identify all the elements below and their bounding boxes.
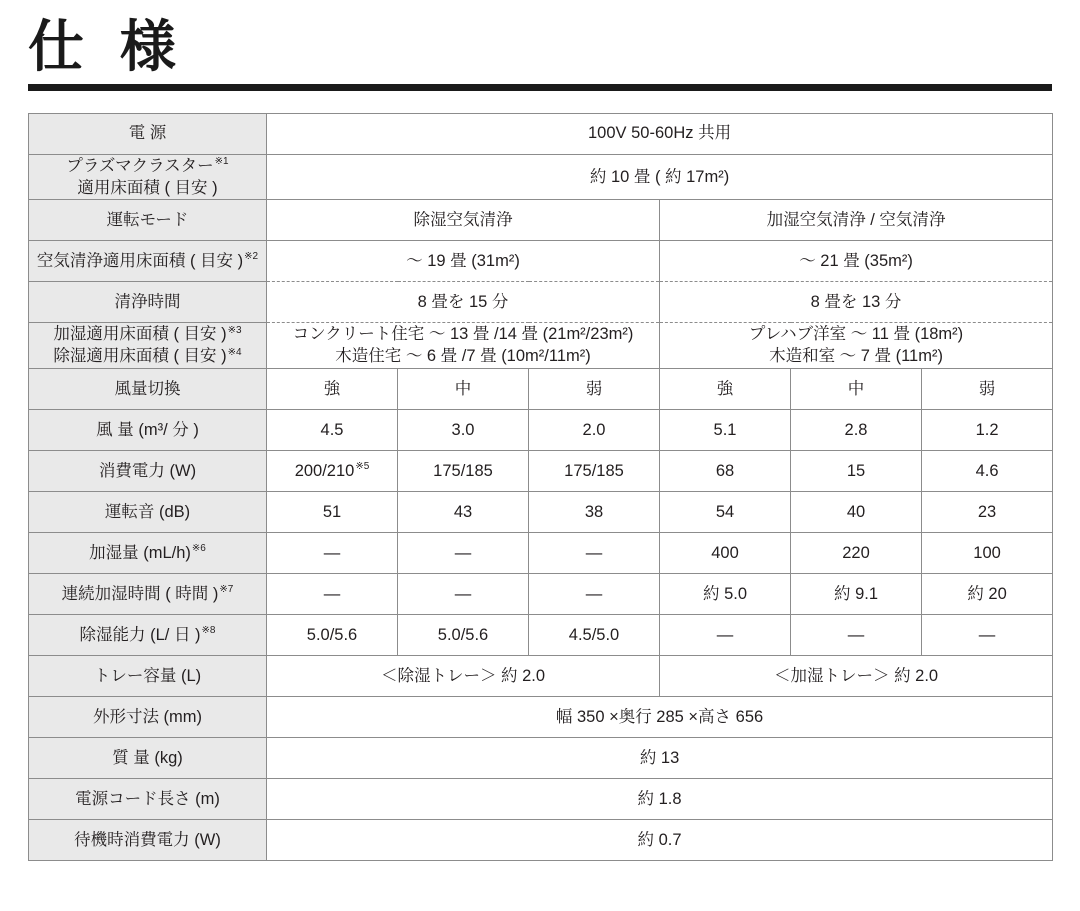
- cell-line: 約 0.7: [637, 830, 682, 849]
- cell-line: 約 20: [967, 584, 1007, 603]
- row-label-standby-power: [29, 819, 267, 860]
- row-label-text: 消費電力 (W): [98, 461, 197, 480]
- row-label-text: 電 源: [128, 124, 167, 143]
- cell-operating-sound-0: [267, 491, 398, 532]
- cell-line: 約 9.1: [833, 584, 879, 603]
- cell-cord-length-0: [267, 778, 1053, 819]
- cell-line: 8 畳を 15 分: [417, 292, 509, 311]
- row-label-cord-length: [29, 778, 267, 819]
- cell-power-source-0: [267, 113, 1053, 154]
- cell-line: —: [585, 584, 603, 603]
- row-label-weight: [29, 737, 267, 778]
- table-row: [29, 655, 1053, 696]
- cell-humidify-dehumidify-floor-area-0: [267, 323, 660, 369]
- cell-line: 68: [715, 461, 735, 480]
- table-row: [29, 696, 1053, 737]
- cell-power-consumption-2: [529, 450, 660, 491]
- cell-humidify-dehumidify-floor-area-1: [660, 323, 1053, 369]
- cell-line: 約 1.8: [637, 789, 682, 808]
- cell-line: 4.5/5.0: [568, 625, 620, 644]
- cell-line: 400: [711, 543, 739, 562]
- cell-airflow-switch-3: [660, 368, 791, 409]
- cell-airflow-switch-1: [398, 368, 529, 409]
- cell-dehumidification-capacity-2: [529, 614, 660, 655]
- table-row: [29, 323, 1053, 369]
- cell-line: —: [978, 625, 996, 644]
- table-row: [29, 573, 1053, 614]
- cell-line: 175/185: [564, 461, 624, 480]
- cell-continuous-humidification-time-0: [267, 573, 398, 614]
- table-row: [29, 282, 1053, 323]
- cell-humidification-amount-3: [660, 532, 791, 573]
- row-label-cleaning-time: [29, 282, 267, 323]
- cell-line: 1.2: [975, 420, 999, 439]
- cell-humidification-amount-4: [791, 532, 922, 573]
- cell-line: 〜 21 畳 (35m²): [799, 251, 913, 270]
- cell-line: 220: [842, 543, 870, 562]
- cell-power-consumption-4: [791, 450, 922, 491]
- row-label-text: 風量切換: [114, 379, 181, 398]
- table-row: [29, 450, 1053, 491]
- cell-line: 弱: [585, 379, 603, 398]
- row-label-humidify-dehumidify-floor-area: [29, 323, 267, 369]
- footnote-mark: ※5: [355, 461, 370, 473]
- cell-airflow-switch-0: [267, 368, 398, 409]
- cell-tray-capacity-0: [267, 655, 660, 696]
- footnote-mark: ※8: [201, 625, 216, 637]
- cell-dehumidification-capacity-3: [660, 614, 791, 655]
- cell-line: 200/210$^{※5}$: [294, 461, 370, 480]
- cell-operation-mode-1: [660, 200, 1053, 241]
- cell-continuous-humidification-time-5: [922, 573, 1053, 614]
- table-row: [29, 241, 1053, 282]
- row-label-text: 加湿適用床面積 ( 目安 )$^{※3}$: [53, 324, 242, 344]
- table-row: [29, 614, 1053, 655]
- cell-line: 175/185: [433, 461, 493, 480]
- row-label-operation-mode: [29, 200, 267, 241]
- row-label-text: 外形寸法 (mm): [92, 707, 203, 726]
- cell-line: 23: [977, 502, 997, 521]
- table-row: [29, 113, 1053, 154]
- cell-line: 4.5: [320, 420, 344, 439]
- cell-humidification-amount-0: [267, 532, 398, 573]
- cell-humidification-amount-2: [529, 532, 660, 573]
- row-label-continuous-humidification-time: [29, 573, 267, 614]
- cell-dehumidification-capacity-4: [791, 614, 922, 655]
- cell-air-volume-3: [660, 409, 791, 450]
- cell-line: 5.0/5.6: [306, 625, 358, 644]
- cell-dehumidification-capacity-5: [922, 614, 1053, 655]
- title-block: [28, 0, 1052, 91]
- cell-humidification-amount-1: [398, 532, 529, 573]
- cell-line: 5.1: [713, 420, 737, 439]
- row-label-airflow-switch: [29, 368, 267, 409]
- table-row: [29, 778, 1053, 819]
- cell-continuous-humidification-time-4: [791, 573, 922, 614]
- cell-continuous-humidification-time-1: [398, 573, 529, 614]
- cell-operating-sound-5: [922, 491, 1053, 532]
- cell-line: コンクリート住宅 〜 13 畳 /14 畳 (21m²/23m²): [292, 325, 634, 344]
- cell-line: 8 畳を 13 分: [810, 292, 902, 311]
- row-label-text: 運転音 (dB): [104, 502, 191, 521]
- cell-line: —: [323, 543, 341, 562]
- cell-line: プレハブ洋室 〜 11 畳 (18m²): [748, 325, 964, 344]
- cell-airflow-switch-4: [791, 368, 922, 409]
- cell-line: 中: [847, 379, 865, 398]
- cell-line: —: [323, 584, 341, 603]
- row-label-text: 連続加湿時間 ( 時間 )$^{※7}$: [61, 584, 234, 603]
- cell-line: 幅 350 ×奥行 285 ×高さ 656: [555, 707, 764, 726]
- table-row: [29, 154, 1053, 200]
- cell-line: 除湿空気清浄: [413, 210, 513, 229]
- cell-power-consumption-3: [660, 450, 791, 491]
- cell-dimensions-0: [267, 696, 1053, 737]
- cell-line: —: [716, 625, 734, 644]
- cell-air-purifying-floor-area-1: [660, 241, 1053, 282]
- cell-line: ＜除湿トレー＞ 約 2.0: [380, 666, 546, 685]
- cell-continuous-humidification-time-2: [529, 573, 660, 614]
- row-label-text: 空気清浄適用床面積 ( 目安 )$^{※2}$: [36, 251, 259, 270]
- row-label-text: 待機時消費電力 (W): [74, 830, 221, 849]
- footnote-mark: ※4: [227, 346, 242, 358]
- row-label-text: 清浄時間: [114, 292, 181, 311]
- cell-humidification-amount-5: [922, 532, 1053, 573]
- table-row: [29, 532, 1053, 573]
- cell-line: 2.8: [844, 420, 868, 439]
- table-row: [29, 737, 1053, 778]
- cell-line: —: [847, 625, 865, 644]
- footnote-mark: ※7: [219, 584, 234, 596]
- row-label-text: 風 量 (m³/ 分 ): [96, 420, 199, 439]
- row-label-power-source: [29, 113, 267, 154]
- cell-line: 40: [846, 502, 866, 521]
- row-label-tray-capacity: [29, 655, 267, 696]
- cell-operating-sound-4: [791, 491, 922, 532]
- table-row: [29, 819, 1053, 860]
- cell-line: 約 5.0: [702, 584, 748, 603]
- row-label-power-consumption: [29, 450, 267, 491]
- cell-line: 3.0: [451, 420, 475, 439]
- cell-line: 100: [973, 543, 1001, 562]
- cell-line: 100V 50-60Hz 共用: [588, 124, 732, 143]
- cell-air-volume-4: [791, 409, 922, 450]
- cell-cleaning-time-1: [660, 282, 1053, 323]
- cell-power-consumption-0: [267, 450, 398, 491]
- cell-line: 木造住宅 〜 6 畳 /7 畳 (10m²/11m²): [335, 347, 591, 366]
- cell-airflow-switch-5: [922, 368, 1053, 409]
- footnote-mark: ※3: [227, 324, 242, 336]
- cell-airflow-switch-2: [529, 368, 660, 409]
- footnote-mark: ※2: [244, 251, 259, 263]
- row-label-text: 電源コード長さ (m): [75, 789, 220, 808]
- cell-air-purifying-floor-area-0: [267, 241, 660, 282]
- row-label-text: 加湿量 $(mL/h)^{※6}$: [89, 543, 206, 562]
- row-label-plasmacluster-floor-area: [29, 154, 267, 200]
- cell-line: 43: [453, 502, 473, 521]
- cell-line: 51: [322, 502, 342, 521]
- table-row: [29, 368, 1053, 409]
- table-row: [29, 491, 1053, 532]
- cell-air-volume-0: [267, 409, 398, 450]
- table-row: [29, 409, 1053, 450]
- cell-air-volume-1: [398, 409, 529, 450]
- row-label-air-volume: [29, 409, 267, 450]
- cell-line: 強: [323, 379, 341, 398]
- cell-power-consumption-5: [922, 450, 1053, 491]
- cell-operating-sound-2: [529, 491, 660, 532]
- cell-line: 強: [716, 379, 734, 398]
- cell-dehumidification-capacity-1: [398, 614, 529, 655]
- row-label-text: 運転モード: [106, 210, 189, 229]
- page-title: 仕 様: [28, 15, 186, 78]
- cell-dehumidification-capacity-0: [267, 614, 398, 655]
- row-label-dimensions: [29, 696, 267, 737]
- cell-line: 木造和室 〜 7 畳 (11m²): [769, 347, 943, 366]
- cell-air-volume-5: [922, 409, 1053, 450]
- cell-line: 加湿空気清浄 / 空気清浄: [766, 210, 946, 229]
- cell-line: 2.0: [582, 420, 606, 439]
- cell-air-volume-2: [529, 409, 660, 450]
- cell-standby-power-0: [267, 819, 1053, 860]
- cell-line: 5.0/5.6: [437, 625, 489, 644]
- cell-weight-0: [267, 737, 1053, 778]
- cell-power-consumption-1: [398, 450, 529, 491]
- cell-line: 38: [584, 502, 604, 521]
- cell-line: —: [454, 543, 472, 562]
- row-label-text: プラズマクラスター$^{※1}$: [66, 156, 229, 175]
- row-label-humidification-amount: [29, 532, 267, 573]
- table-row: [29, 200, 1053, 241]
- cell-line: 〜 19 畳 (31m²): [406, 251, 520, 270]
- cell-line: 約 13: [639, 748, 680, 767]
- row-label-operating-sound: [29, 491, 267, 532]
- cell-line: 4.6: [975, 461, 999, 480]
- row-label-text: 除湿能力 (L/ 日 )$^{※8}$: [79, 625, 216, 644]
- cell-line: ＜加湿トレー＞ 約 2.0: [773, 666, 939, 685]
- cell-line: 弱: [978, 379, 996, 398]
- footnote-mark: ※6: [191, 543, 206, 555]
- cell-continuous-humidification-time-3: [660, 573, 791, 614]
- cell-plasmacluster-floor-area-0: [267, 154, 1053, 200]
- row-label-text: 質 量 (kg): [112, 748, 183, 767]
- row-label-text-2: 除湿適用床面積 ( 目安 )$^{※4}$: [53, 346, 242, 366]
- cell-line: 15: [846, 461, 866, 480]
- cell-operating-sound-1: [398, 491, 529, 532]
- cell-line: —: [454, 584, 472, 603]
- cell-line: 中: [454, 379, 472, 398]
- footnote-mark: ※1: [214, 156, 229, 168]
- cell-operating-sound-3: [660, 491, 791, 532]
- title-underline: [28, 84, 1052, 91]
- cell-cleaning-time-0: [267, 282, 660, 323]
- row-label-text-2: 適用床面積 ( 目安 ): [77, 178, 218, 197]
- row-label-text: トレー容量 (L): [93, 666, 202, 685]
- specification-table: [28, 113, 1053, 861]
- row-label-dehumidification-capacity: [29, 614, 267, 655]
- cell-line: —: [585, 543, 603, 562]
- cell-tray-capacity-1: [660, 655, 1053, 696]
- cell-line: 54: [715, 502, 735, 521]
- row-label-air-purifying-floor-area: [29, 241, 267, 282]
- cell-line: 約 10 畳 ( 約 17m²): [589, 167, 730, 186]
- cell-operation-mode-0: [267, 200, 660, 241]
